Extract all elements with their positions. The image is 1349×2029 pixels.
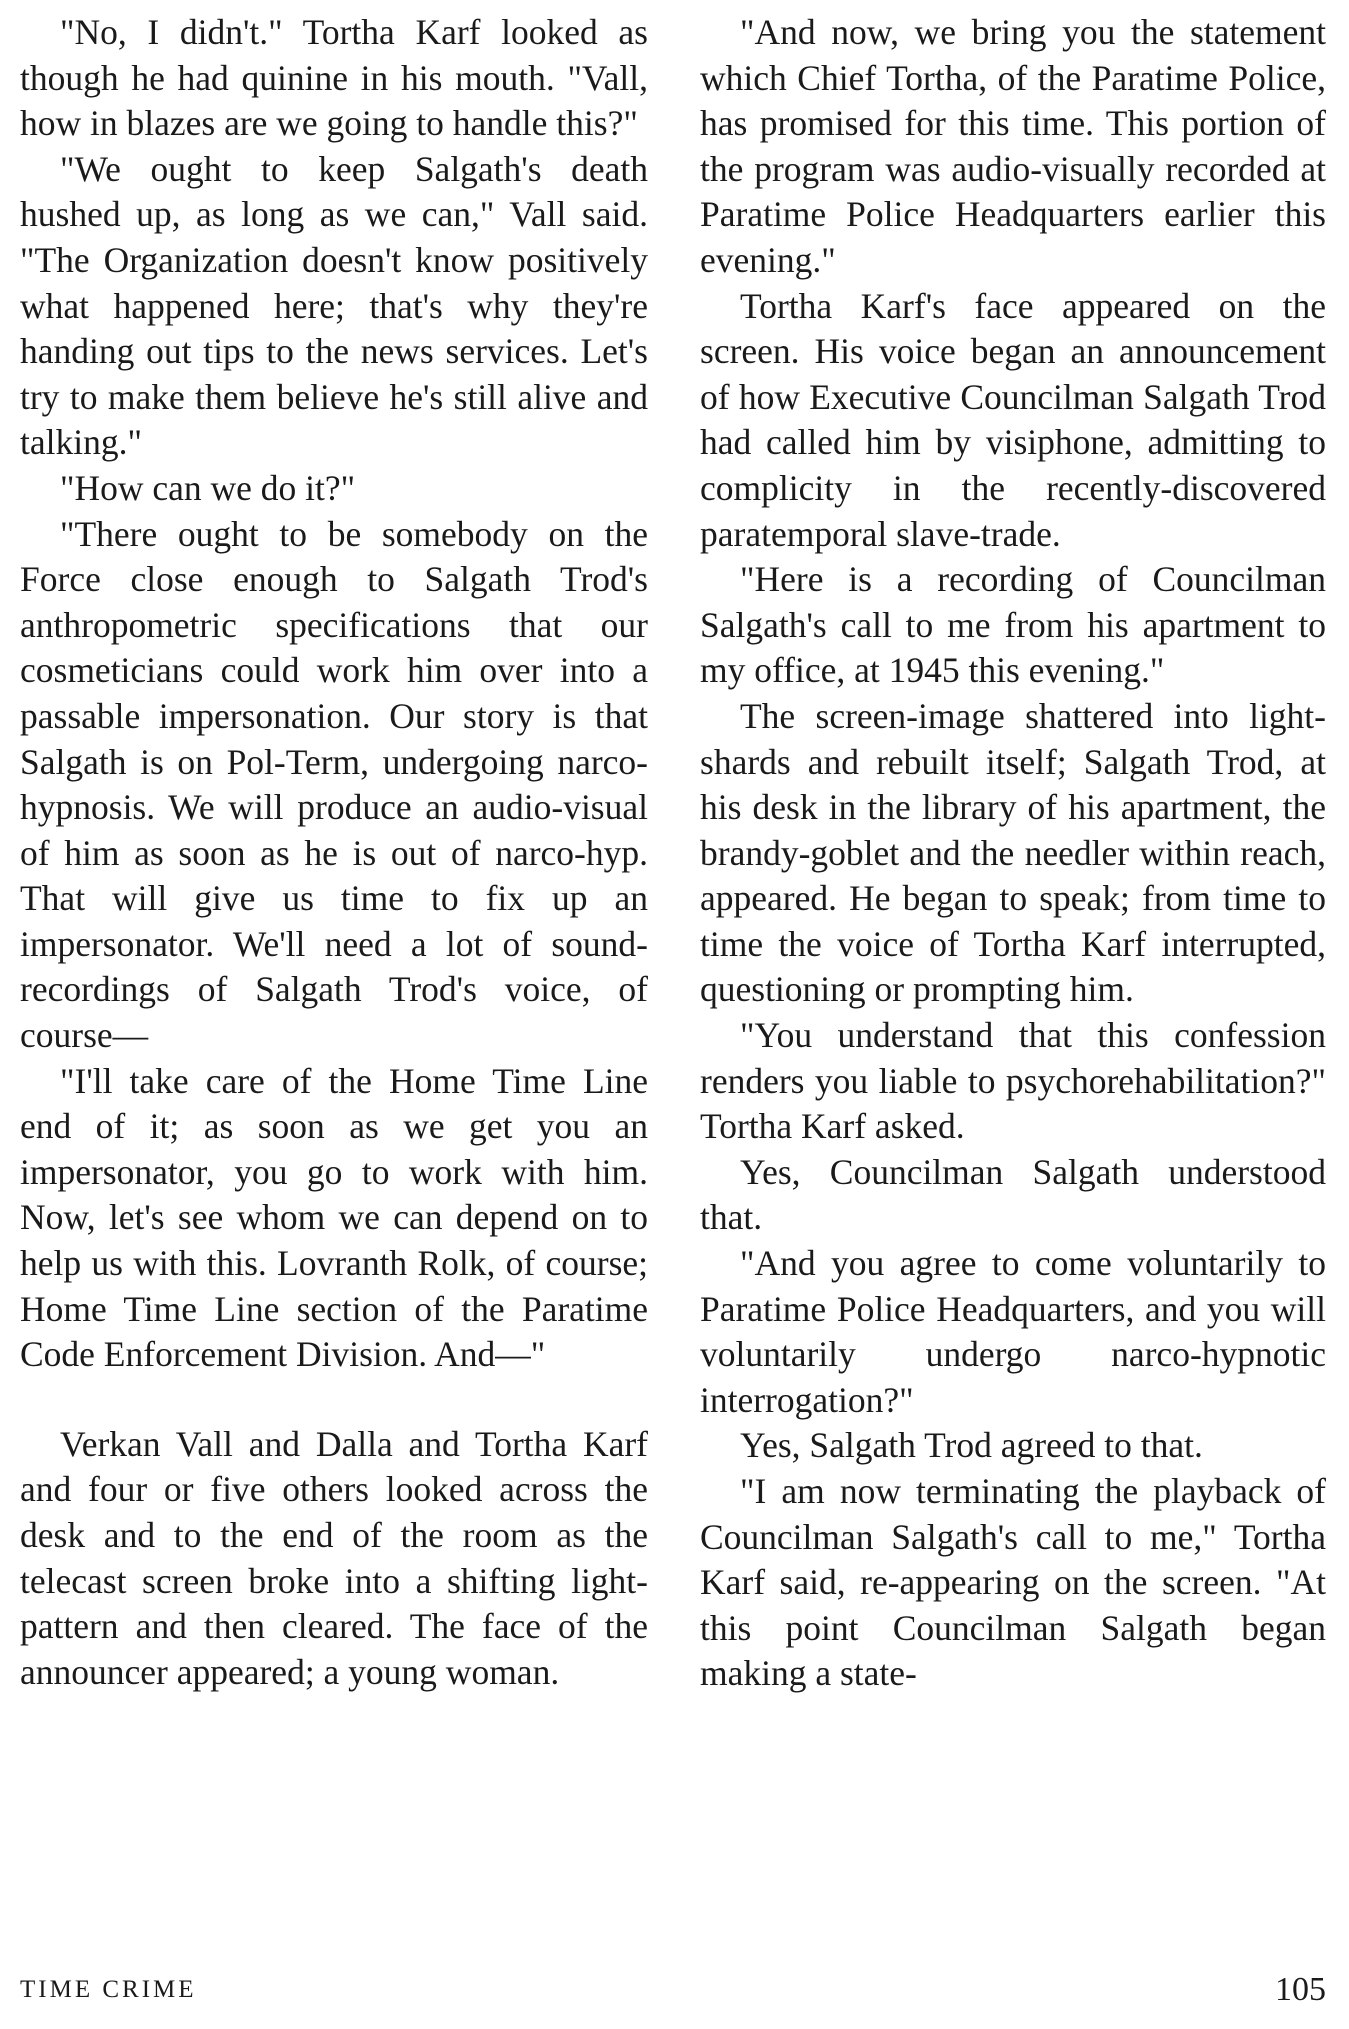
paragraph: Yes, Salgath Trod agreed to that. (740, 1425, 1203, 1466)
paragraph: "No, I didn't." Tortha Karf looked as though he had quinine in his mouth. "Vall, how in blazes are we going to handle this?" (20, 12, 648, 144)
paragraph: "There ought to be somebody on the Force close enough to Salgath Trod's anthropometric specifications that our cosmeticians could work him over into a passable impersonation. Our story is that Salgath is on Pol-Term, undergoing narco-hypnosis. We will produce an audio-visual of him as soon as he is out of narco-hyp. That will give us time to fix up an impersonator. We'll need a lot of sound-recordings of Salgath Trod's voice, of course— (20, 513, 648, 1056)
paragraph: The screen-image shattered into light-shards and rebuilt itself; Salgath Trod, at his desk in the library of his apartment, the brandy-goblet and the needler within reach, appeared. He began to speak; from time to time the voice of Tortha Karf interrupted, questioning or prompting him. (700, 695, 1326, 1010)
paragraph: "How can we do it?" (60, 467, 356, 508)
paragraph: "You understand that this confession renders you liable to psychorehabilitation?" Tortha Karf asked. (700, 1015, 1326, 1147)
paragraph: Verkan Vall and Dalla and Tortha Karf and four or five others looked across the desk and to the end of the room as the telecast screen broke into a shifting light-pattern and then cleared. The face of the announcer appeared; a young woman. (20, 1423, 648, 1692)
left-text-column (20, 10, 648, 1695)
paragraph: "And now, we bring you the statement which Chief Tortha, of the Paratime Police, has promised for this time. This portion of the program was audio-visually recorded at Paratime Police Headquarters earlier this evening." (700, 12, 1326, 280)
paragraph: "We ought to keep Salgath's death hushed up, as long as we can," Vall said. "The Organization doesn't know positively what happened here; that's why they're handing out tips to the news services. Let's try to make them believe he's still alive and talking." (20, 148, 648, 463)
paragraph: "I'll take care of the Home Time Line end of it; as soon as we get you an impersonator, you go to work with him. Now, let's see whom we can depend on to help us with this. Lovranth Rolk, of course; Home Time Line section of the Paratime Code Enforcement Division. And—" (20, 1060, 648, 1375)
paragraph: "Here is a recording of Councilman Salgath's call to me from his apartment to my office, at 1945 this evening." (700, 559, 1326, 691)
paragraph: Yes, Councilman Salgath understood that. (700, 1151, 1326, 1238)
paragraph: "I am now terminating the playback of Councilman Salgath's call to me," Tortha Karf said, re-appearing on the screen. "At this point Councilman Salgath began making a state- (700, 1471, 1326, 1694)
page-footer (20, 1970, 1326, 2010)
right-text-column (700, 10, 1326, 1697)
paragraph: "And you agree to come voluntarily to Paratime Police Headquarters, and you will voluntarily undergo narco-hypnotic interrogation?" (700, 1243, 1326, 1420)
section-break (20, 1378, 648, 1422)
paragraph: Tortha Karf's face appeared on the screen. His voice began an announcement of how Executive Councilman Salgath Trod had called him by visiphone, admitting to complicity in the recently-discovered paratemporal slave-trade. (700, 285, 1326, 554)
running-head: TIME CRIME (20, 1976, 197, 2003)
page-number: 105 (1275, 1971, 1326, 2008)
